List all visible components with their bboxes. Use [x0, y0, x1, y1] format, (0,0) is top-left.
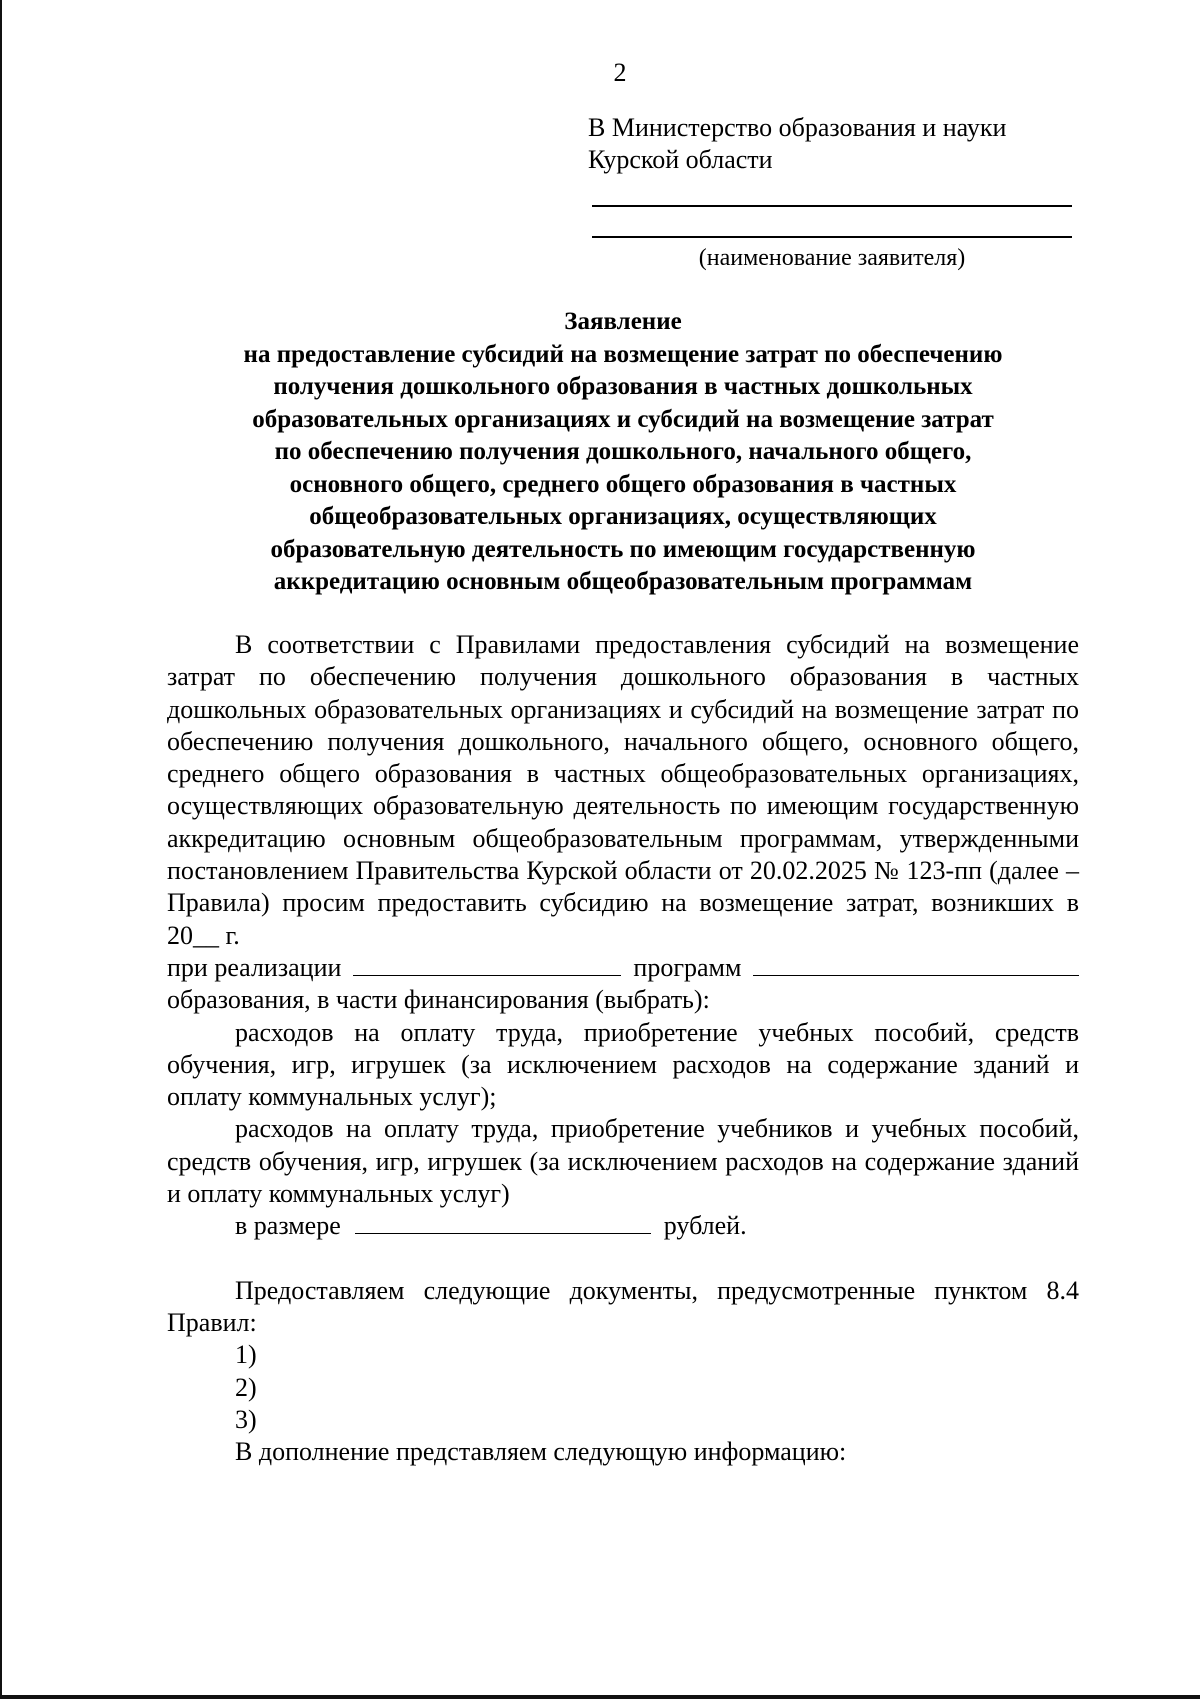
- additional-info-line: В дополнение представляем следующую информацию:: [235, 1437, 847, 1467]
- title-line: общеобразовательных организациях, осуществляющих: [309, 503, 937, 530]
- amount-suffix: рублей.: [663, 1211, 747, 1241]
- program-type-blank[interactable]: [753, 953, 1079, 976]
- recipient-line-2: Курской области: [588, 145, 773, 174]
- applicant-name-line-1: [592, 205, 1072, 207]
- recipient-block: [588, 112, 1088, 176]
- title-line: аккредитацию основным общеобразовательным программам: [273, 568, 973, 595]
- applicant-name-line-2: [592, 236, 1072, 238]
- page-number: 2: [613, 58, 627, 87]
- recipient-line-1: В Министерство образования и науки: [588, 113, 1007, 142]
- title-line: образовательных организациях и субсидий на возмещение затрат: [252, 405, 994, 433]
- realization-line: [167, 952, 1079, 984]
- title-line: образовательную деятельность по имеющим государственную: [270, 535, 976, 563]
- programs-word: программ: [633, 952, 742, 982]
- document-list-item: 3): [235, 1404, 257, 1434]
- document-list-item: 1): [235, 1340, 257, 1370]
- option-2-paragraph: расходов на оплату труда, приобретение учебников и учебных пособий, средств обучения, игр, игрушек (за исключением расходов на содержание зданий и оплату коммунальных услуг): [167, 1114, 1079, 1209]
- title-line: по обеспечению получения дошкольного, начального общего,: [274, 438, 972, 465]
- program-level-blank[interactable]: [353, 953, 621, 976]
- scan-edge-left: [0, 0, 2, 1699]
- amount-line: [167, 1210, 1079, 1242]
- document-body: [167, 629, 1079, 1468]
- title-line: на предоставление субсидий на возмещение затрат по обеспечению: [243, 340, 1003, 368]
- financing-line: образования, в части финансирования (выбрать):: [167, 985, 710, 1015]
- intro-paragraph: В соответствии с Правилами предоставления субсидий на возмещение затрат по обеспечению получения дошкольного образования в частных дошкольных образовательных организациях и субсидий на возмещение затрат по обеспечению получения дошкольного, начального общего, основного общего, среднего общего образования в частных общеобразовательных организациях, осуществляющих образовательную деятельность по имеющим государственную аккредитацию основным общеобразовательным программам, утвержденными постановлением Правительства Курской области от 20.02.2025 № 123-пп (далее – Правила) просим предоставить субсидию на возмещение затрат, возникших в 20__ г.: [167, 630, 1079, 950]
- spacer: [167, 1243, 1079, 1275]
- applicant-caption: (наименование заявителя): [698, 245, 966, 271]
- document-list-item: 2): [235, 1372, 257, 1402]
- option-1-paragraph: расходов на оплату труда, приобретение учебных пособий, средств обучения, игр, игрушек (за исключением расходов на содержание зданий и оплату коммунальных услуг);: [167, 1017, 1079, 1112]
- documents-intro-paragraph: Предоставляем следующие документы, предусмотренные пунктом 8.4 Правил:: [167, 1275, 1079, 1337]
- realization-prefix: при реализации: [167, 952, 342, 982]
- title-line: основного общего, среднего общего образования в частных: [289, 470, 957, 498]
- amount-prefix: в размере: [235, 1211, 341, 1241]
- title-heading: Заявление: [564, 308, 682, 335]
- scan-edge-bottom: [0, 1695, 1200, 1699]
- title-line: получения дошкольного образования в частных дошкольных: [273, 373, 973, 400]
- amount-blank[interactable]: [355, 1211, 651, 1234]
- document-title: [120, 306, 1126, 599]
